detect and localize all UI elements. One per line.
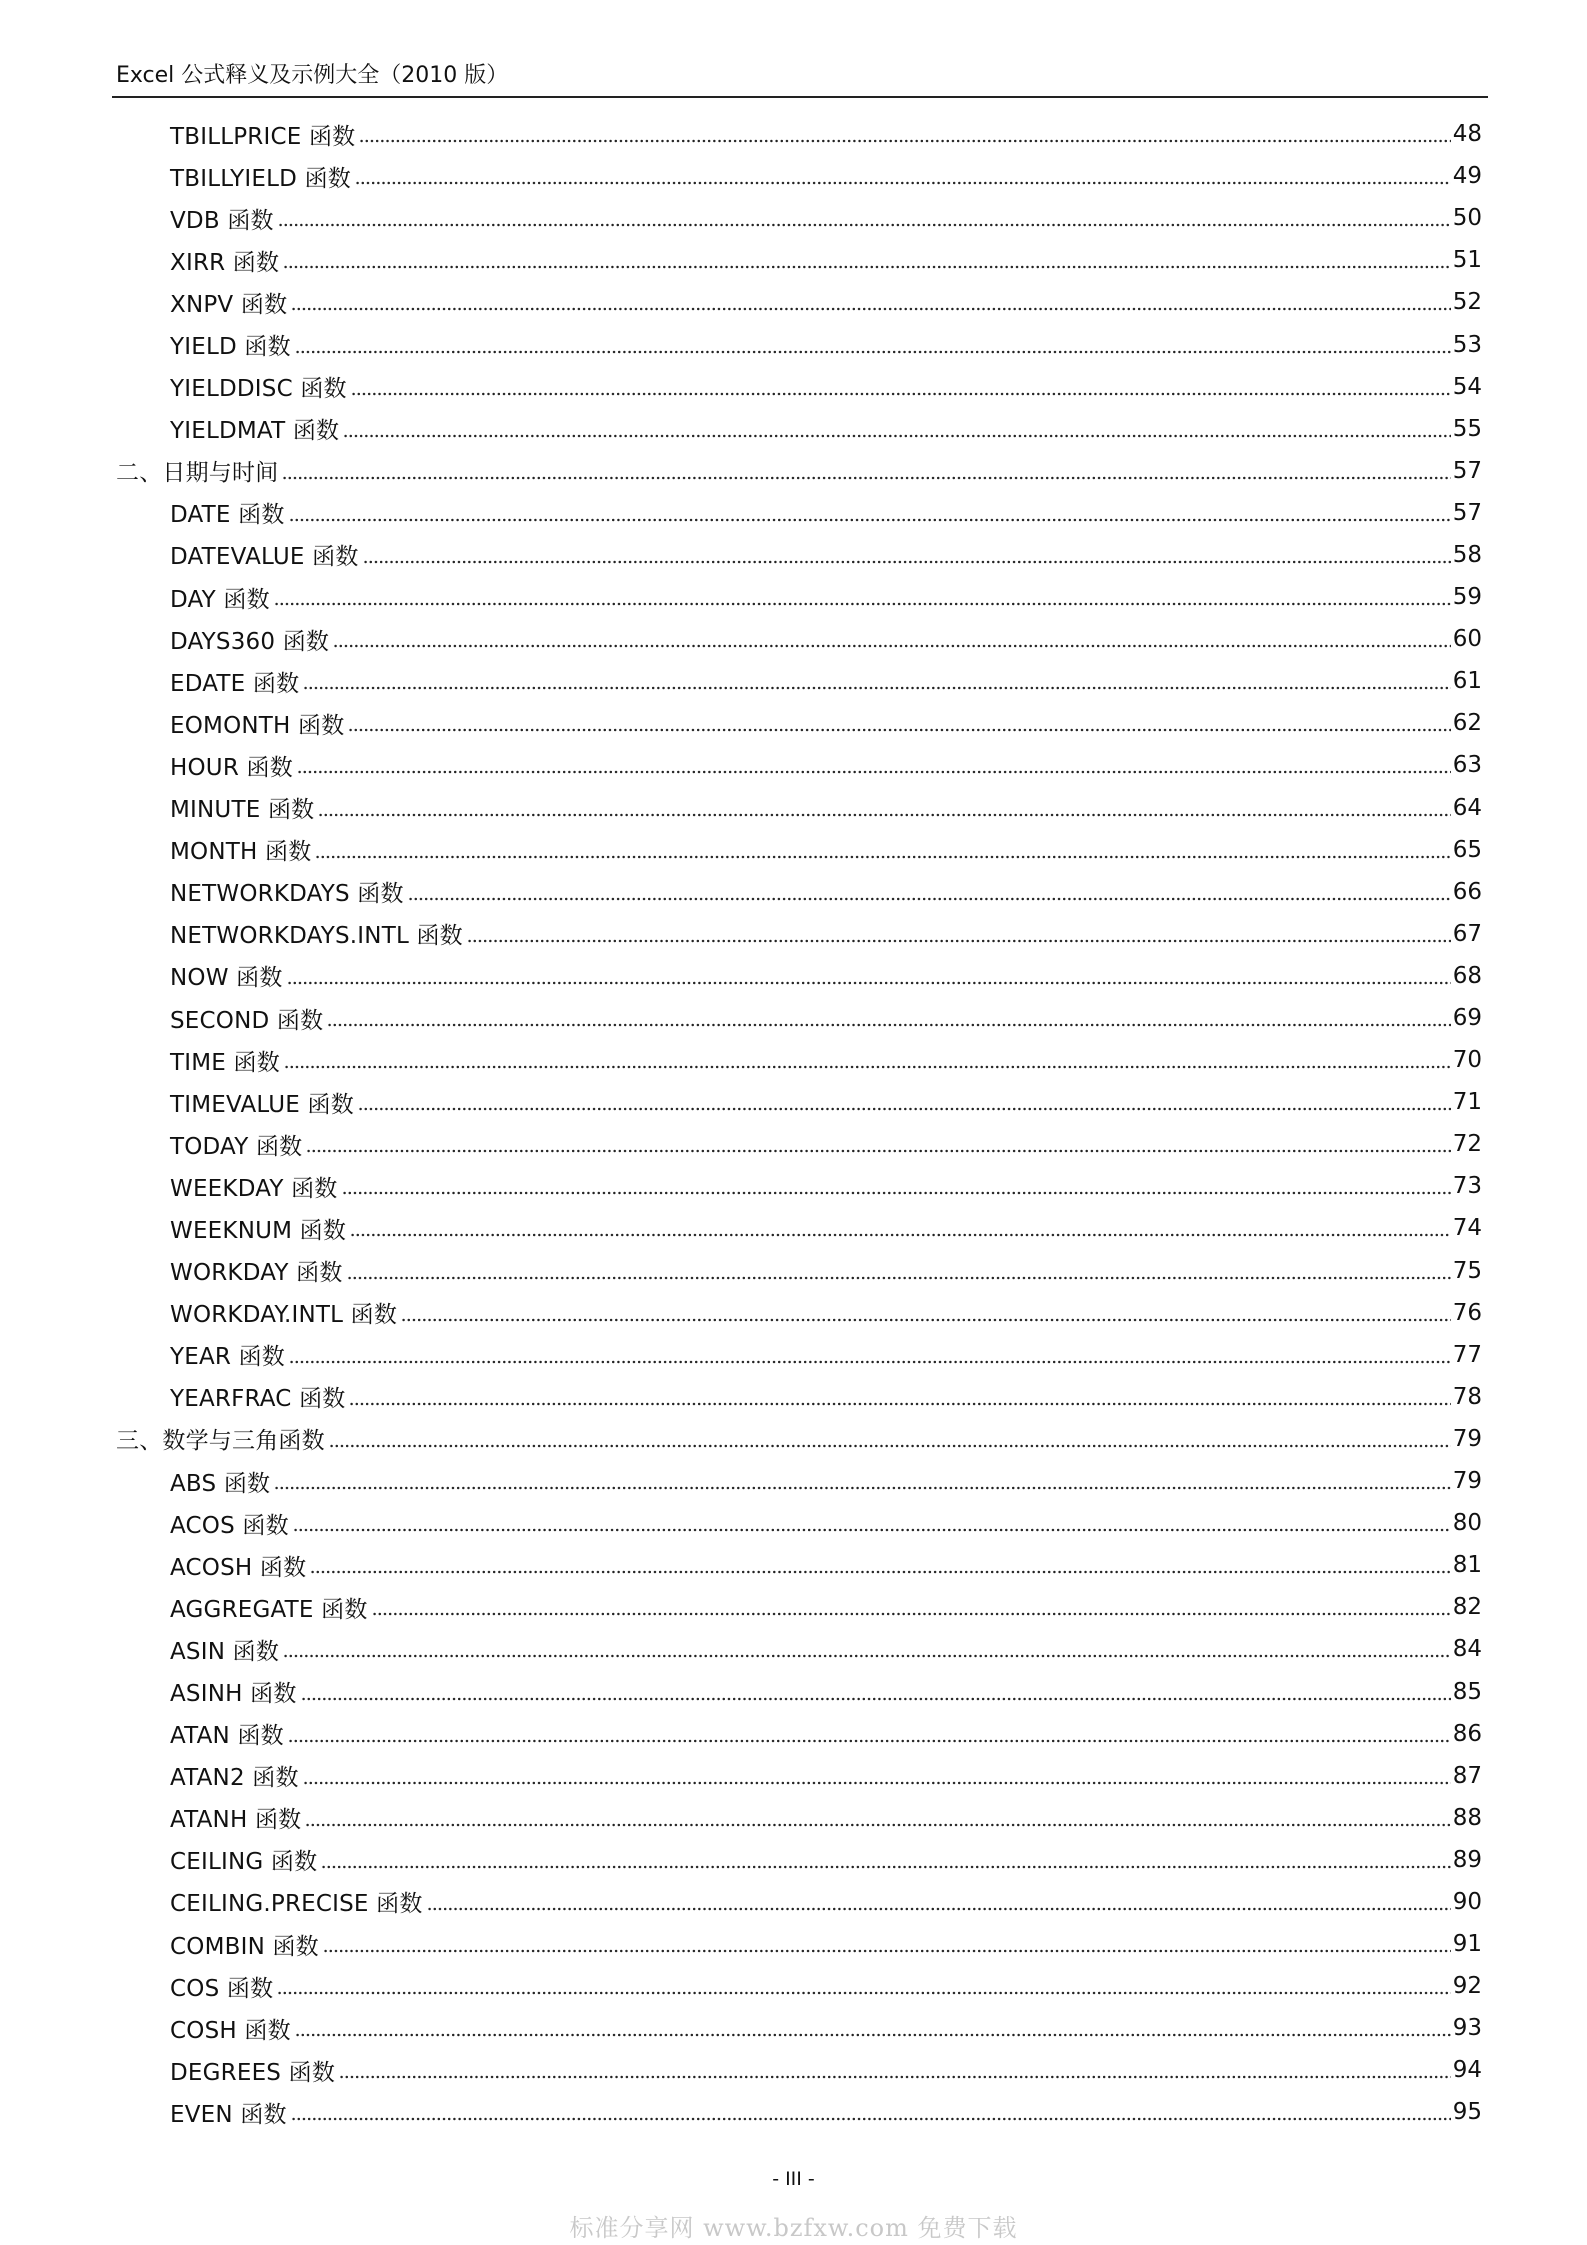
toc-entry[interactable] xyxy=(112,2091,1482,2133)
dot-leader xyxy=(342,1190,1451,1196)
toc-entry-page: 85 xyxy=(1452,1678,1482,1705)
toc-entry[interactable] xyxy=(112,787,1482,829)
toc-entry-page: 63 xyxy=(1452,752,1482,779)
toc-entry[interactable] xyxy=(112,1039,1482,1081)
toc-entry[interactable] xyxy=(112,618,1482,660)
toc-entry-page: 59 xyxy=(1452,584,1482,611)
toc-entry-page: 52 xyxy=(1452,289,1482,316)
toc-entry-label: SECOND 函数 xyxy=(170,1007,324,1034)
page-number: - III - xyxy=(772,2168,815,2190)
toc-entry-page: 60 xyxy=(1452,626,1482,653)
toc-entry-page: 70 xyxy=(1452,1047,1482,1074)
toc-entry-page: 62 xyxy=(1452,710,1482,737)
toc-entry-label: ATAN 函数 xyxy=(170,1723,284,1750)
toc-entry-label: CEILING.PRECISE 函数 xyxy=(170,1891,423,1918)
toc-section-entry[interactable] xyxy=(112,1418,1482,1460)
toc-entry-label: WEEKDAY 函数 xyxy=(170,1175,338,1202)
toc-entry[interactable] xyxy=(112,871,1482,913)
toc-entry[interactable] xyxy=(112,408,1482,450)
dot-leader xyxy=(408,896,1451,902)
toc-entry-label: NETWORKDAYS 函数 xyxy=(170,881,404,908)
dot-leader xyxy=(278,222,1451,228)
toc-entry-label: XIRR 函数 xyxy=(170,249,280,276)
toc-entry-page: 58 xyxy=(1452,541,1482,568)
toc-entry-page: 79 xyxy=(1452,1425,1482,1452)
toc-entry-label: COS 函数 xyxy=(170,1975,274,2002)
toc-entry[interactable] xyxy=(112,1292,1482,1334)
toc-entry-label: TIMEVALUE 函数 xyxy=(170,1091,354,1118)
toc-entry-label: VDB 函数 xyxy=(170,207,274,234)
dot-leader xyxy=(347,1275,1451,1281)
toc-entry-label: TBILLPRICE 函数 xyxy=(170,123,356,150)
toc-entry[interactable] xyxy=(112,1670,1482,1712)
toc-entry-page: 68 xyxy=(1452,962,1482,989)
dot-leader xyxy=(291,2116,1451,2122)
toc-entry-label: DAY 函数 xyxy=(170,586,270,613)
dot-leader xyxy=(329,1443,1451,1449)
toc-entry-label: DAYS360 函数 xyxy=(170,628,330,655)
toc-entry-page: 54 xyxy=(1452,373,1482,400)
dot-leader xyxy=(282,475,1450,481)
toc-entry[interactable] xyxy=(112,744,1482,786)
toc-entry-label: WORKDAY.INTL 函数 xyxy=(170,1302,398,1329)
dot-leader xyxy=(323,1948,1451,1954)
dot-leader xyxy=(301,1696,1451,1702)
toc-entry-label: ACOSH 函数 xyxy=(170,1554,307,1581)
toc-entry-page: 77 xyxy=(1452,1341,1482,1368)
toc-entry-label: YEAR 函数 xyxy=(170,1344,286,1371)
toc-entry-page: 61 xyxy=(1452,668,1482,695)
toc-entry[interactable] xyxy=(112,1586,1482,1628)
toc-entry[interactable] xyxy=(112,492,1482,534)
toc-entry[interactable] xyxy=(112,366,1482,408)
toc-entry-label: EVEN 函数 xyxy=(170,2101,287,2128)
toc-entry-label: HOUR 函数 xyxy=(170,754,293,781)
toc-entry-label: ASIN 函数 xyxy=(170,1638,280,1665)
toc-entry[interactable] xyxy=(112,1797,1482,1839)
toc-entry-page: 92 xyxy=(1452,1973,1482,2000)
toc-entry-page: 76 xyxy=(1452,1299,1482,1326)
toc-entry-label: ATAN2 函数 xyxy=(170,1765,299,1792)
toc-entry-page: 57 xyxy=(1452,457,1482,484)
toc-entry-page: 73 xyxy=(1452,1173,1482,1200)
toc-entry-page: 94 xyxy=(1452,2057,1482,2084)
toc-entry[interactable] xyxy=(112,576,1482,618)
toc-entry[interactable] xyxy=(112,323,1482,365)
dot-leader xyxy=(274,1485,1450,1491)
dot-leader xyxy=(288,1738,1451,1744)
toc-entry-page: 71 xyxy=(1452,1089,1482,1116)
toc-entry-label: EDATE 函数 xyxy=(170,670,300,697)
toc-entry[interactable] xyxy=(112,1839,1482,1881)
toc-entry-label: 三、数学与三角函数 xyxy=(116,1428,325,1455)
toc-entry[interactable] xyxy=(112,2049,1482,2091)
toc-entry-label: COSH 函数 xyxy=(170,2017,291,2044)
dot-leader xyxy=(427,1906,1451,1912)
dot-leader xyxy=(327,1022,1450,1028)
toc-entry-page: 69 xyxy=(1452,1005,1482,1032)
dot-leader xyxy=(318,812,1450,818)
toc-entry-page: 79 xyxy=(1452,1468,1482,1495)
dot-leader xyxy=(355,180,1451,186)
toc-entry-label: YIELD 函数 xyxy=(170,334,291,361)
dot-leader xyxy=(289,517,1451,523)
toc-entry-label: EOMONTH 函数 xyxy=(170,712,345,739)
dot-leader xyxy=(284,1064,1451,1070)
toc-entry-label: XNPV 函数 xyxy=(170,291,288,318)
toc-entry[interactable] xyxy=(112,2007,1482,2049)
dot-leader xyxy=(303,685,1450,691)
toc-entry-label: TIME 函数 xyxy=(170,1049,280,1076)
dot-leader xyxy=(363,559,1451,565)
toc-entry-label: WEEKNUM 函数 xyxy=(170,1217,347,1244)
toc-entry-page: 64 xyxy=(1452,794,1482,821)
toc-entry[interactable] xyxy=(112,702,1482,744)
toc-entry[interactable] xyxy=(112,1544,1482,1586)
toc-entry[interactable] xyxy=(112,829,1482,871)
toc-entry-page: 90 xyxy=(1452,1888,1482,1915)
dot-leader xyxy=(305,1822,1450,1828)
toc-entry-page: 89 xyxy=(1452,1846,1482,1873)
dot-leader xyxy=(303,1780,1451,1786)
dot-leader xyxy=(289,1359,1451,1365)
toc-entry[interactable] xyxy=(112,281,1482,323)
dot-leader xyxy=(283,1653,1451,1659)
toc-entry-page: 81 xyxy=(1452,1552,1482,1579)
dot-leader xyxy=(283,264,1451,270)
dot-leader xyxy=(315,854,1450,860)
toc-entry-page: 93 xyxy=(1452,2015,1482,2042)
toc-entry-page: 51 xyxy=(1452,247,1482,274)
toc-entry-label: ASINH 函数 xyxy=(170,1681,297,1708)
dot-leader xyxy=(350,1232,1451,1238)
toc-entry[interactable] xyxy=(112,1376,1482,1418)
dot-leader xyxy=(277,1990,1450,1996)
document-title: Excel 公式释义及示例大全（2010 版） xyxy=(116,63,509,88)
toc-entry[interactable] xyxy=(112,660,1482,702)
dot-leader xyxy=(293,1527,1451,1533)
toc-entry[interactable] xyxy=(112,913,1482,955)
toc-entry-label: ABS 函数 xyxy=(170,1470,271,1497)
toc-entry[interactable] xyxy=(112,239,1482,281)
toc-entry[interactable] xyxy=(112,197,1482,239)
toc-entry[interactable] xyxy=(112,1250,1482,1292)
dot-leader xyxy=(349,1401,1450,1407)
toc-entry-label: ACOS 函数 xyxy=(170,1512,289,1539)
toc-entry-page: 55 xyxy=(1452,415,1482,442)
toc-entry-label: MONTH 函数 xyxy=(170,839,312,866)
toc-entry-page: 86 xyxy=(1452,1720,1482,1747)
dot-leader xyxy=(321,1864,1450,1870)
toc-entry[interactable] xyxy=(112,955,1482,997)
toc-entry-label: DATEVALUE 函数 xyxy=(170,544,359,571)
dot-leader xyxy=(310,1569,1450,1575)
toc-entry-label: TBILLYIELD 函数 xyxy=(170,165,351,192)
toc-entry-label: TODAY 函数 xyxy=(170,1133,303,1160)
toc-entry-page: 65 xyxy=(1452,836,1482,863)
dot-leader xyxy=(295,2032,1451,2038)
table-of-contents xyxy=(112,113,1482,2134)
toc-entry[interactable] xyxy=(112,1207,1482,1249)
toc-entry[interactable] xyxy=(112,1460,1482,1502)
toc-entry-page: 82 xyxy=(1452,1594,1482,1621)
toc-entry[interactable] xyxy=(112,1081,1482,1123)
dot-leader xyxy=(358,1106,1451,1112)
dot-leader xyxy=(295,349,1451,355)
dot-leader xyxy=(351,391,1451,397)
toc-entry-label: CEILING 函数 xyxy=(170,1849,318,1876)
toc-entry-page: 50 xyxy=(1452,205,1482,232)
dot-leader xyxy=(372,1611,1451,1617)
toc-entry[interactable] xyxy=(112,1165,1482,1207)
page-header xyxy=(112,58,1488,98)
dot-leader xyxy=(359,138,1450,144)
dot-leader xyxy=(306,1148,1450,1154)
toc-entry-page: 95 xyxy=(1452,2099,1482,2126)
toc-entry-page: 49 xyxy=(1452,163,1482,190)
dot-leader xyxy=(291,306,1450,312)
toc-entry-page: 53 xyxy=(1452,331,1482,358)
toc-entry[interactable] xyxy=(112,155,1482,197)
toc-entry[interactable] xyxy=(112,1923,1482,1965)
watermark: 标准分享网 www.bzfxw.com 免费下载 xyxy=(569,2214,1018,2242)
toc-entry-label: NETWORKDAYS.INTL 函数 xyxy=(170,923,463,950)
toc-entry-label: YEARFRAC 函数 xyxy=(170,1386,346,1413)
toc-entry-label: DEGREES 函数 xyxy=(170,2059,336,2086)
toc-entry[interactable] xyxy=(112,1628,1482,1670)
toc-entry-label: 二、日期与时间 xyxy=(116,460,279,487)
toc-entry-page: 84 xyxy=(1452,1636,1482,1663)
toc-entry-label: ATANH 函数 xyxy=(170,1807,302,1834)
dot-leader xyxy=(297,769,1451,775)
toc-entry-page: 48 xyxy=(1452,121,1482,148)
toc-entry[interactable] xyxy=(112,1713,1482,1755)
toc-entry-page: 66 xyxy=(1452,878,1482,905)
toc-entry-page: 80 xyxy=(1452,1510,1482,1537)
dot-leader xyxy=(339,2074,1451,2080)
toc-entry[interactable] xyxy=(112,1334,1482,1376)
dot-leader xyxy=(348,727,1450,733)
toc-entry-page: 88 xyxy=(1452,1804,1482,1831)
toc-entry-label: AGGREGATE 函数 xyxy=(170,1596,368,1623)
toc-entry-label: NOW 函数 xyxy=(170,965,283,992)
toc-entry-page: 72 xyxy=(1452,1131,1482,1158)
toc-entry-page: 91 xyxy=(1452,1931,1482,1958)
toc-entry[interactable] xyxy=(112,997,1482,1039)
toc-entry-page: 87 xyxy=(1452,1762,1482,1789)
dot-leader xyxy=(343,433,1450,439)
toc-entry-page: 78 xyxy=(1452,1383,1482,1410)
toc-entry-label: WORKDAY 函数 xyxy=(170,1260,343,1287)
toc-entry[interactable] xyxy=(112,1965,1482,2007)
toc-entry-page: 74 xyxy=(1452,1215,1482,1242)
toc-entry-label: YIELDMAT 函数 xyxy=(170,418,340,445)
toc-entry-label: DATE 函数 xyxy=(170,502,285,529)
toc-entry-page: 67 xyxy=(1452,920,1482,947)
toc-section-entry[interactable] xyxy=(112,450,1482,492)
dot-leader xyxy=(401,1317,1451,1323)
toc-entry[interactable] xyxy=(112,1502,1482,1544)
dot-leader xyxy=(287,980,1451,986)
toc-entry[interactable] xyxy=(112,1881,1482,1923)
toc-entry[interactable] xyxy=(112,113,1482,155)
dot-leader xyxy=(274,601,1451,607)
dot-leader xyxy=(467,938,1451,944)
toc-entry-label: YIELDDISC 函数 xyxy=(170,376,347,403)
toc-entry-label: MINUTE 函数 xyxy=(170,797,315,824)
toc-entry[interactable] xyxy=(112,534,1482,576)
dot-leader xyxy=(333,643,1451,649)
toc-entry[interactable] xyxy=(112,1123,1482,1165)
toc-entry-label: COMBIN 函数 xyxy=(170,1933,319,1960)
toc-entry[interactable] xyxy=(112,1755,1482,1797)
toc-entry-page: 75 xyxy=(1452,1257,1482,1284)
toc-entry-page: 57 xyxy=(1452,499,1482,526)
